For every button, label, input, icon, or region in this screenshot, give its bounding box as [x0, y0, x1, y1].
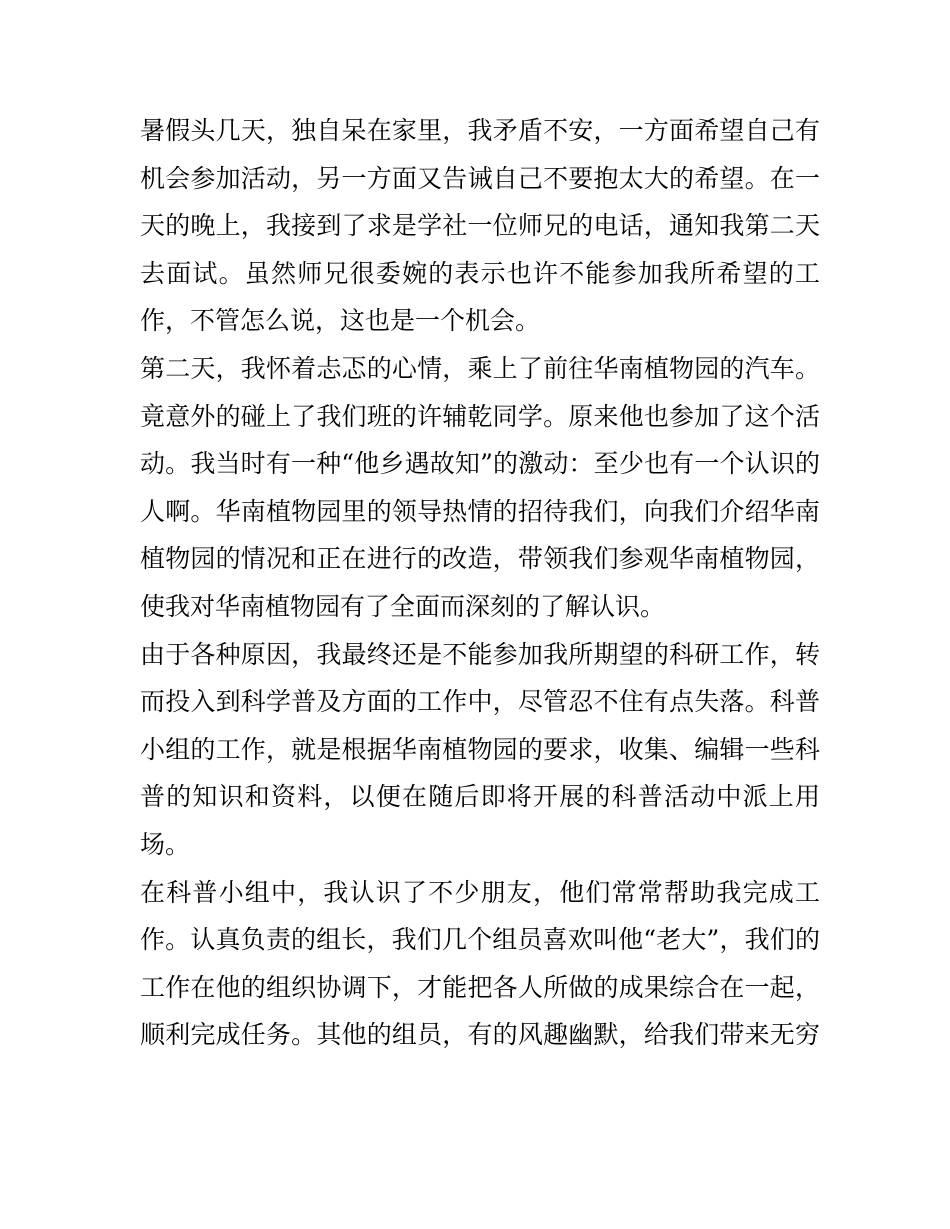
text-line: 作，不管怎么说，这也是一个机会。 [140, 306, 541, 336]
text-line: 植物园的情况和正在进行的改造，带领我们参观华南植物园， [140, 544, 820, 574]
paragraph [140, 345, 820, 631]
text-line: 竟意外的碰上了我们班的许辅乾同学。原来他也参加了这个活 [140, 401, 820, 431]
paragraph [140, 107, 820, 345]
text-line: 第二天，我怀着忐忑的心情，乘上了前往华南植物园的汽车。 [140, 353, 820, 383]
text-line: 场。 [140, 829, 191, 859]
text-line: 普的知识和资料，以便在随后即将开展的科普活动中派上用 [140, 782, 820, 812]
text-line: 人啊。华南植物园里的领导热情的招待我们，向我们介绍华南 [140, 496, 820, 526]
text-line: 顺利完成任务。其他的组员，有的风趣幽默，给我们带来无穷 [140, 1020, 820, 1050]
paragraph [140, 631, 820, 869]
text-line: 暑假头几天，独自呆在家里，我矛盾不安，一方面希望自己有 [140, 116, 820, 145]
text-line: 天的晚上，我接到了求是学社一位师兄的电话，通知我第二天 [140, 211, 820, 241]
text-line: 由于各种原因，我最终还是不能参加我所期望的科研工作，转 [140, 639, 820, 669]
text-line: 使我对华南植物园有了全面而深刻的了解认识。 [140, 591, 666, 621]
text-line: 小组的工作，就是根据华南植物园的要求，收集、编辑一些科 [140, 734, 820, 764]
text-line: 而投入到科学普及方面的工作中，尽管忍不住有点失落。科普 [140, 687, 820, 717]
text-line: 在科普小组中，我认识了不少朋友，他们常常帮助我完成工 [140, 877, 820, 907]
paragraph [140, 869, 820, 1059]
text-line: 去面试。虽然师兄很委婉的表示也许不能参加我所希望的工 [140, 258, 820, 288]
text-line: 工作在他的组织协调下，才能把各人所做的成果综合在一起， [140, 972, 820, 1002]
text-line: 动。我当时有一种“他乡遇故知”的激动：至少也有一个认识的 [140, 449, 820, 479]
text-line: 作。认真负责的组长，我们几个组员喜欢叫他“老大”，我们的 [140, 925, 820, 955]
document-body [140, 107, 820, 1059]
text-line: 机会参加活动，另一方面又告诫自己不要抱太大的希望。在一 [140, 163, 820, 193]
